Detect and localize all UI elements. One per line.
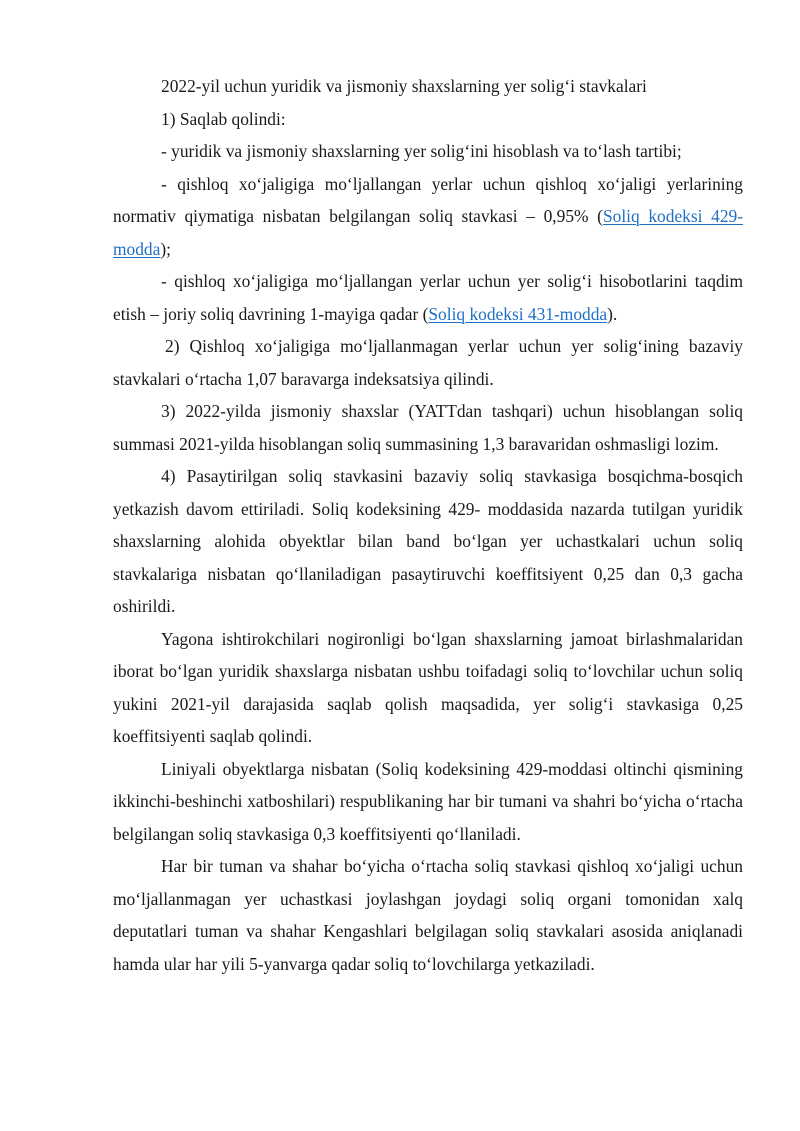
paragraph-linear-objects: Liniyali obyektlarga nisbatan (Soliq kodeksining 429-moddasi oltinchi qismining ikkinchi-beshinchi xatboshilari) respublikaning har bir tumani va shahri bo‘yicha o‘rtacha belgilangan soliq stavkasiga 0,3 koeffitsiyenti qo‘llaniladi.: [113, 758, 743, 844]
paragraph-agricultural-rate-text: - qishloq xo‘jaligiga mo‘ljallangan yerlar uchun qishloq xo‘jaligi yerlarining normativ qiymatiga nisbatan belgilangan soliq stavkasi – 0,95% (: [113, 173, 743, 226]
paragraph-average-rate: Har bir tuman va shahar bo‘yicha o‘rtacha soliq stavkasi qishloq xo‘jaligi uchun mo‘ljallanmagan yer uchastkasi joylashgan joydagi soliq organi tomonidan xalq deputatlari tuman va shahar Kengashlari belgilagan soliq stavkalari asosida aniqlanadi hamda ular har yili 5-yanvarga qadar soliq to‘lovchilarga yetkaziladi.: [113, 856, 743, 974]
paragraph-calculation-order: - yuridik va jismoniy shaxslarning yer solig‘ini hisoblash va to‘lash tartibi;: [161, 141, 682, 161]
paragraph-disability-organizations: Yagona ishtirokchilari nogironligi bo‘lgan shaxslarning jamoat birlashmalaridan iborat bo‘lgan yuridik shaxslarga nisbatan ushbu toifadagi soliq to‘lovchilar uchun soliq yukini 2021-yil darajasida saqlab qolish maqsadida, yer solig‘i stavkasiga 0,25 koeffitsiyenti saqlab qolindi.: [113, 628, 743, 746]
document-page: [113, 70, 743, 980]
tax-code-article-431-link[interactable]: Soliq kodeksi 431-modda: [428, 303, 608, 324]
paragraph-individuals-limit: 3) 2022-yilda jismoniy shaxslar (YATTdan tashqari) uchun hisoblangan soliq summasi 2021-yilda hisoblangan soliq summasining 1,3 baravaridan oshmasligi lozim.: [113, 401, 743, 454]
paragraph-agricultural-rate: [113, 168, 743, 266]
paragraph-reduced-rate: 4) Pasaytirilgan soliq stavkasini bazaviy soliq stavkasiga bosqichma-bosqich yetkazish davom ettiriladi. Soliq kodeksining 429- moddasida nazarda tutilgan yuridik shaxslarning alohida obyektlar bilan band bo‘lgan yer uchastkalari uchun soliq stavkalariga nisbatan qo‘llaniladigan pasaytiruvchi koeffitsiyent 0,25 dan 0,3 gacha oshirildi.: [113, 466, 743, 616]
paragraph-report-deadline-tail: ).: [607, 303, 618, 324]
paragraph-agricultural-rate-tail: );: [160, 238, 171, 259]
paragraph-retained-heading: 1) Saqlab qolindi:: [161, 108, 286, 129]
paragraph-report-deadline: [113, 265, 743, 330]
document-title: 2022-yil uchun yuridik va jismoniy shaxslarning yer solig‘i stavkalari: [161, 76, 647, 96]
paragraph-report-deadline-text: - qishloq xo‘jaligiga mo‘ljallangan yerlar uchun yer solig‘i hisobotlarini taqdim etish – joriy soliq davrining 1-mayiga qadar (: [113, 271, 743, 324]
paragraph-indexation: 2) Qishloq xo‘jaligiga mo‘ljallanmagan yerlar uchun yer solig‘ining bazaviy stavkalari o‘rtacha 1,07 baravarga indeksatsiya qilindi.: [113, 336, 743, 389]
tax-code-article-429-link[interactable]: Soliq kodeksi 429-modda: [113, 206, 743, 259]
